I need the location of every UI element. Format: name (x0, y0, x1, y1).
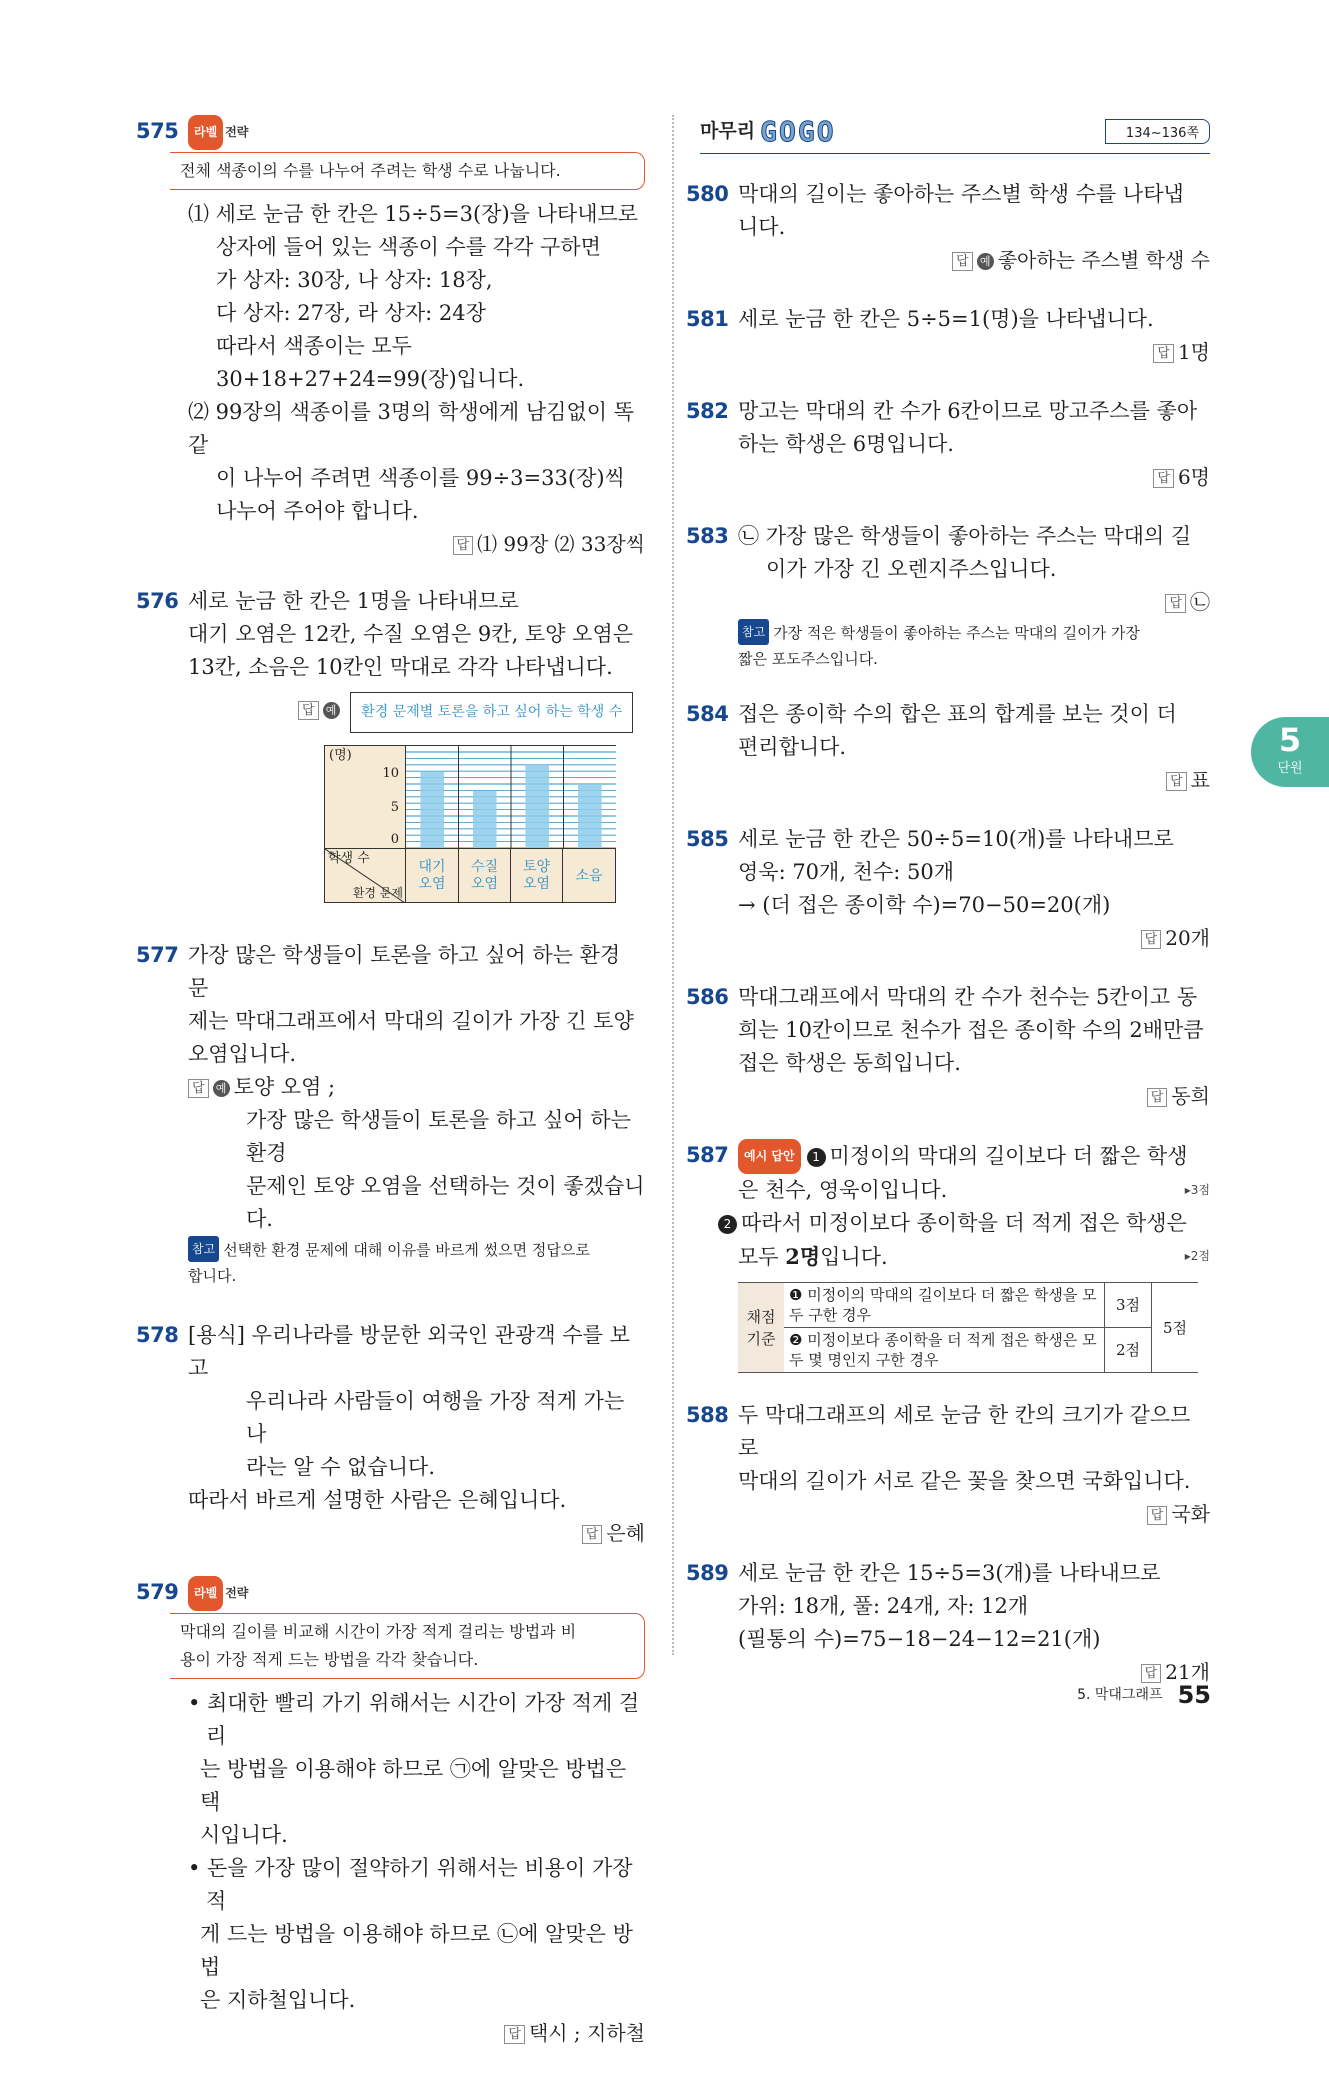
answer (738, 586, 1210, 619)
answer (738, 336, 1210, 369)
criterion-2-points: 2점 (1105, 1328, 1152, 1373)
bullet-line: 시입니다. (200, 1823, 288, 1847)
text-line: 영욱: 70개, 천수: 50개 (738, 860, 955, 884)
bullet-line: • 돈을 가장 많이 절약하기 위해서는 비용이 가장 적 (188, 1856, 633, 1913)
problem-587 (686, 1139, 1210, 1373)
category-label: 대기 오염 (406, 849, 459, 903)
text-line: 이가 가장 긴 오렌지주스입니다. (766, 557, 1057, 581)
text-line: 편리합니다. (738, 735, 847, 759)
category-label: 소음 (575, 867, 603, 884)
problem-number: 585 (686, 827, 729, 851)
category-axis (405, 848, 616, 903)
text-line: 라는 알 수 없습니다. (246, 1455, 435, 1479)
answer-text: 20개 (1165, 926, 1210, 950)
problem-number: 578 (136, 1323, 179, 1347)
section-title: 마무리 (700, 120, 756, 142)
label-tag: 라벨 (188, 115, 223, 150)
text-line: 오염입니다. (188, 1042, 297, 1066)
left-column (136, 115, 645, 2076)
problem-number: 582 (686, 399, 729, 423)
answer (738, 1498, 1210, 1531)
answer-label: 답 (1165, 594, 1186, 613)
bullet-line: • 최대한 빨리 가기 위해서는 시간이 가장 적게 걸리 (188, 1691, 640, 1748)
bar (578, 784, 602, 848)
answer-label: 답 (1147, 1088, 1168, 1107)
answer-text: 6명 (1177, 465, 1210, 489)
criterion-2: ❷ 미정이보다 종이학을 더 적게 접은 학생은 모 두 몇 명인지 구한 경우 (784, 1328, 1105, 1373)
answer-label: 답 (1141, 930, 1162, 949)
bar (420, 771, 444, 848)
unit-label: 단원 (1277, 761, 1303, 776)
criterion-1: ❶ 미정이의 막대의 길이보다 더 짧은 학생을 모 두 구한 경우 (784, 1283, 1105, 1328)
example-answer-tag: 예시 답안 (738, 1139, 801, 1174)
answer-text: 좋아하는 주스별 학생 수 (997, 248, 1210, 272)
example-icon: 예 (323, 702, 340, 719)
answer (738, 922, 1210, 955)
answer-text: 21개 (1165, 1660, 1210, 1684)
sub-1-line: 따라서 색종이는 모두 (216, 334, 412, 358)
problem-number: 587 (686, 1143, 729, 1167)
answer-line: 문제인 토양 오염을 선택하는 것이 좋겠습니다. (246, 1174, 645, 1231)
text-line: 세로 눈금 한 칸은 50÷5=10(개)를 나타내므로 (738, 827, 1174, 851)
y-tick-label: 5 (390, 800, 399, 815)
answer (738, 461, 1210, 494)
problem-586 (686, 981, 1210, 1113)
text-line: ㉡ 가장 많은 학생들이 좋아하는 주스는 막대의 길 (738, 524, 1192, 548)
reference-tag: 참고 (188, 1236, 219, 1262)
reference-tag: 참고 (738, 619, 769, 645)
example-icon: 예 (977, 253, 994, 270)
problem-582 (686, 395, 1210, 494)
text-line: 막대의 길이는 좋아하는 주스별 학생 수를 나타냅 (738, 182, 1184, 206)
answer (738, 244, 1210, 277)
problem-578 (136, 1319, 645, 1550)
x-axis-label: 환경 문제 (352, 886, 403, 900)
text-line: 막대의 길이가 서로 같은 꽃을 찾으면 국화입니다. (738, 1469, 1191, 1493)
problem-575 (136, 115, 645, 561)
text-line: 은 천수, 영욱이입니다. ▸3점 (738, 1174, 1210, 1207)
text-line: → (더 접은 종이학 수)=70−50=20(개) (738, 893, 1111, 917)
label-tag: 라벨 (188, 1576, 223, 1611)
problem-577 (136, 939, 645, 1289)
text-line: 희는 10칸이므로 천수가 접은 종이학 수의 2배만큼 (738, 1018, 1204, 1042)
answer-label: 답 (453, 536, 474, 555)
strategy-tag: 전략 (225, 125, 249, 139)
category-label: 토양 오염 (511, 849, 563, 903)
answer-label: 답 (952, 252, 973, 271)
bar-chart (324, 745, 616, 903)
bars-svg (406, 746, 616, 848)
sub-1-line: 상자에 들어 있는 색종이 수를 각각 구하면 (216, 235, 601, 259)
example-icon: 예 (213, 1080, 230, 1097)
problem-number: 588 (686, 1403, 729, 1427)
unit-number: 5 (1278, 721, 1302, 759)
y-tick-label: 0 (390, 832, 399, 847)
problem-576 (136, 585, 645, 903)
step-points: ▸3점 (1184, 1183, 1210, 1197)
step-points: ▸2점 (1184, 1249, 1210, 1263)
reference-note: 참고 선택한 환경 문제에 대해 이유를 바르게 썼으면 정답으로 합니다. (188, 1236, 645, 1289)
problem-number: 575 (136, 119, 179, 143)
text-line: 우리나라 사람들이 여행을 가장 적게 가는 나 (246, 1389, 625, 1446)
answer-line: 가장 많은 학생들이 토론을 하고 싶어 하는 환경 (246, 1108, 631, 1165)
text-line: 두 막대그래프의 세로 눈금 한 칸의 크기가 같으므로 (738, 1403, 1191, 1460)
text-line: 막대그래프에서 막대의 칸 수가 천수는 5칸이고 동 (738, 985, 1198, 1009)
strategy-box: 막대의 길이를 비교해 시간이 가장 적게 걸리는 방법과 비 용이 가장 적게 드는 방법을 각각 찾습니다. (170, 1613, 645, 1679)
right-column (686, 115, 1210, 1715)
problem-585 (686, 823, 1210, 955)
text-line: 접은 학생은 동희입니다. (738, 1051, 961, 1075)
strategy-box: 전체 색종이의 수를 나누어 주려는 학생 수로 나눕니다. (170, 152, 645, 190)
answer-label: 답 (504, 2025, 525, 2044)
step-1-icon: 1 (807, 1148, 826, 1167)
column-divider (672, 115, 674, 1655)
sub-1-line: 30+18+27+24=99(장)입니다. (216, 367, 525, 391)
answer-label: 답 (582, 1525, 603, 1544)
sub-2-line: 이 나누어 주려면 색종이를 99÷3=33(장)씩 (216, 466, 625, 490)
text-line: 가장 많은 학생들이 토론을 하고 싶어 하는 환경 문 (188, 943, 621, 1000)
axis-corner (325, 848, 405, 903)
answer-label: 답 (298, 701, 319, 720)
answer-block (188, 1071, 645, 1236)
answer (188, 1517, 645, 1550)
text-line: (필통의 수)=75−18−24−12=21(개) (738, 1627, 1101, 1651)
criterion-1-points: 3점 (1105, 1283, 1152, 1328)
category-label: 수질 오염 (459, 849, 511, 903)
bullet-line: 게 드는 방법을 이용해야 하므로 ㉡에 알맞은 방법 (200, 1922, 633, 1979)
problem-number: 581 (686, 307, 729, 331)
problem-580 (686, 178, 1210, 277)
chapter-title: 5. 막대그래프 (1077, 1687, 1163, 1703)
text-line: 접은 종이학 수의 합은 표의 합계를 보는 것이 더 (738, 702, 1177, 726)
problem-588 (686, 1399, 1210, 1531)
problem-584 (686, 698, 1210, 797)
sub-2-line: 나누어 주어야 합니다. (216, 499, 419, 523)
text-line: [용식] 우리나라를 방문한 외국인 관광객 수를 보고 (188, 1323, 630, 1380)
text-line: 세로 눈금 한 칸은 15÷5=3(개)를 나타내므로 (738, 1561, 1161, 1585)
y-tick-label: 10 (382, 766, 399, 781)
answer-text: 토양 오염 ; (233, 1075, 336, 1099)
problem-number: 580 (686, 182, 729, 206)
answer-text: 국화 (1171, 1502, 1210, 1526)
section-header (700, 115, 1210, 154)
answer (738, 764, 1210, 797)
reference-note: 참고 가장 적은 학생들이 좋아하는 주스는 막대의 길이가 가장 짧은 포도주스입니다. (738, 619, 1210, 672)
total-points: 5점 (1152, 1283, 1199, 1373)
problem-number: 589 (686, 1561, 729, 1585)
bar (525, 765, 549, 848)
answer-text: 은혜 (606, 1521, 645, 1545)
answer (188, 2017, 645, 2050)
problem-583 (686, 520, 1210, 672)
text-line: 망고는 막대의 칸 수가 6칸이므로 망고주스를 좋아 (738, 399, 1198, 423)
text-line: 제는 막대그래프에서 막대의 길이가 가장 긴 토양 (188, 1009, 634, 1033)
problem-581 (686, 303, 1210, 369)
chart-title-row (298, 692, 645, 733)
bullet-line: 는 방법을 이용해야 하므로 ㉠에 알맞은 방법은 택 (200, 1757, 627, 1814)
answer-text: 표 (1190, 768, 1210, 792)
answer-text: ⑴ 99장 ⑵ 33장씩 (477, 532, 645, 556)
gogo-logo: GOGO (760, 115, 836, 148)
text-line: 가위: 18개, 풀: 24개, 자: 12개 (738, 1594, 1029, 1618)
answer-label: 답 (1153, 344, 1174, 363)
text-line: 하는 학생은 6명입니다. (738, 432, 954, 456)
text-line: 따라서 바르게 설명한 사람은 은혜입니다. (188, 1488, 567, 1512)
problem-number: 583 (686, 524, 729, 548)
problem-number: 579 (136, 1580, 179, 1604)
problem-number: 586 (686, 985, 729, 1009)
problem-579 (136, 1576, 645, 2050)
answer-text: 택시 ; 지하철 (528, 2021, 645, 2045)
answer-text: ㉡ (1190, 590, 1210, 614)
sub-2-line: ⑵ 99장의 색종이를 3명의 학생에게 남김없이 똑같 (188, 400, 634, 457)
sub-1-line: ⑴ 세로 눈금 한 칸은 15÷5=3(장)을 나타내므로 (188, 202, 639, 226)
text-line: 2 따라서 미정이보다 종이학을 더 적게 접은 학생은 (718, 1207, 1210, 1240)
answer-label: 답 (188, 1079, 209, 1098)
answer-label: 답 (1141, 1664, 1162, 1683)
sub-1-line: 가 상자: 30장, 나 상자: 18장, (216, 268, 493, 292)
answer-text: 1명 (1177, 340, 1210, 364)
bar (473, 790, 497, 848)
chart-plot-area (405, 746, 616, 848)
text-line: 13칸, 소음은 10칸인 막대로 각각 나타냅니다. (188, 655, 613, 679)
sub-1-line: 다 상자: 27장, 라 상자: 24장 (216, 301, 486, 325)
criteria-label: 채점 기준 (738, 1283, 784, 1373)
chart-unit: (명) (329, 748, 352, 763)
problem-number: 577 (136, 943, 179, 967)
page-footer (1077, 1681, 1211, 1709)
strategy-tag: 전략 (225, 1586, 249, 1600)
text-line: 세로 눈금 한 칸은 5÷5=1(명)을 나타냅니다. (738, 307, 1154, 331)
page-range: 134~136쪽 (1105, 119, 1210, 144)
circle-mark: ㉡ (738, 524, 759, 548)
problem-number: 576 (136, 589, 179, 613)
answer-label: 답 (1166, 772, 1187, 791)
unit-tab (1251, 717, 1329, 787)
answer-label: 답 (1153, 469, 1174, 488)
text-line: 대기 오염은 12칸, 수질 오염은 9칸, 토양 오염은 (188, 622, 634, 646)
text-line: 모두 2명입니다. ▸2점 (738, 1240, 1210, 1274)
page-number: 55 (1177, 1681, 1211, 1709)
step-2-icon: 2 (718, 1215, 737, 1234)
answer-text: 동희 (1171, 1084, 1210, 1108)
answer-label: 답 (1147, 1506, 1168, 1525)
scoring-table (738, 1282, 1198, 1373)
answer (188, 528, 645, 561)
text-line: 니다. (738, 215, 786, 239)
y-axis-label: 학생 수 (328, 851, 370, 866)
text-line: 예시 답안 1 미정이의 막대의 길이보다 더 짧은 학생 (738, 1139, 1210, 1174)
chart-title: 환경 문제별 토론을 하고 싶어 하는 학생 수 (350, 692, 633, 733)
bullet-line: 은 지하철입니다. (200, 1988, 356, 2012)
text-line: 세로 눈금 한 칸은 1명을 나타내므로 (188, 589, 519, 613)
problem-589 (686, 1557, 1210, 1689)
answer (738, 1080, 1210, 1113)
problem-number: 584 (686, 702, 729, 726)
